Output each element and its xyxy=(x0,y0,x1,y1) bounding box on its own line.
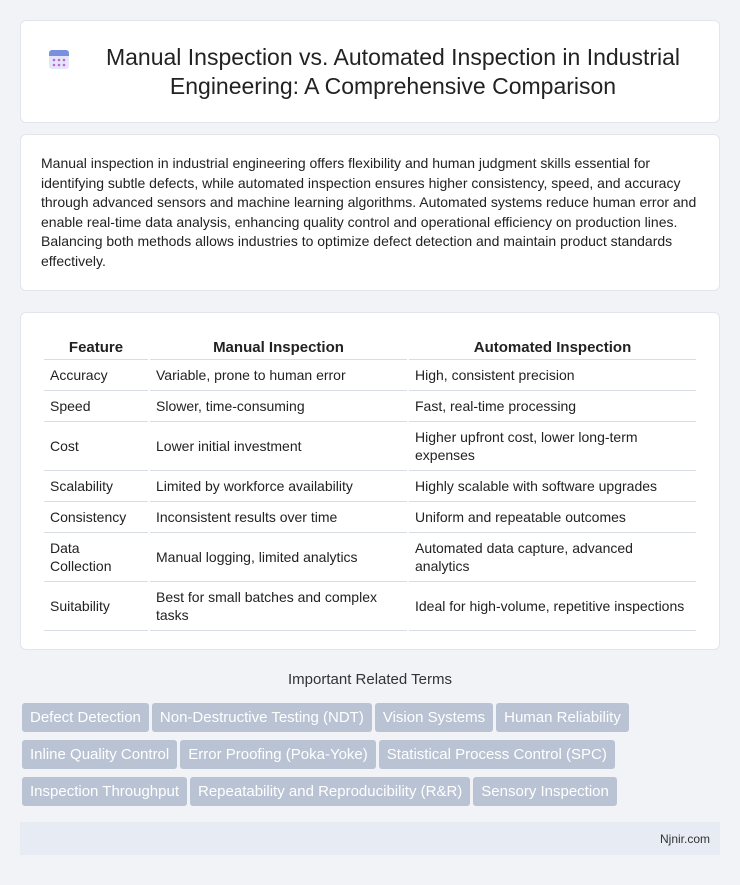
table-row xyxy=(44,391,696,422)
feature-cell: Cost xyxy=(44,422,148,471)
manual-cell: Slower, time-consuming xyxy=(150,391,407,422)
related-term-chip[interactable]: Statistical Process Control (SPC) xyxy=(379,740,615,769)
automated-cell: Uniform and repeatable outcomes xyxy=(409,502,696,533)
page-title: Manual Inspection vs. Automated Inspection in Industrial Engineering: A Comprehensive Comparison xyxy=(105,43,681,99)
table-row xyxy=(44,360,696,391)
calendar-icon xyxy=(47,47,71,71)
header-automated: Automated Inspection xyxy=(409,333,696,360)
comparison-table-card xyxy=(20,312,720,650)
manual-cell: Limited by workforce availability xyxy=(150,471,407,502)
automated-cell: Ideal for high-volume, repetitive inspections xyxy=(409,582,696,631)
header-manual: Manual Inspection xyxy=(150,333,407,360)
table-row xyxy=(44,471,696,502)
related-term-chip[interactable]: Inline Quality Control xyxy=(22,740,177,769)
table-row xyxy=(44,533,696,582)
feature-cell: Consistency xyxy=(44,502,148,533)
title-card xyxy=(20,20,720,123)
feature-cell: Data Collection xyxy=(44,533,148,582)
feature-cell: Speed xyxy=(44,391,148,422)
manual-cell: Lower initial investment xyxy=(150,422,407,471)
related-term-chip[interactable]: Non-Destructive Testing (NDT) xyxy=(152,703,372,732)
automated-cell: High, consistent precision xyxy=(409,360,696,391)
footer xyxy=(20,822,720,855)
feature-cell: Scalability xyxy=(44,471,148,502)
table-header-row xyxy=(44,333,696,360)
footer-site-link[interactable]: Njnir.com xyxy=(659,831,710,846)
intro-paragraph: Manual inspection in industrial engineering offers flexibility and human judgment skills essential for identifying subtle defects, while automated inspection ensures higher consistency, speed, and accuracy through advanced sensors and machine learning algorithms. Automated systems reduce human error and enable real-time data analysis, enhancing quality control and operational efficiency on production lines. Balancing both methods allows industries to optimize defect detection and maintain product standards effectively. xyxy=(41,155,697,269)
automated-cell: Higher upfront cost, lower long-term expenses xyxy=(409,422,696,471)
table-row xyxy=(44,422,696,471)
related-term-chip[interactable]: Vision Systems xyxy=(375,703,493,732)
related-term-chip[interactable]: Repeatability and Reproducibility (R&R) xyxy=(190,777,470,806)
automated-cell: Automated data capture, advanced analytics xyxy=(409,533,696,582)
related-term-chip[interactable]: Sensory Inspection xyxy=(473,777,617,806)
manual-cell: Manual logging, limited analytics xyxy=(150,533,407,582)
table-row xyxy=(44,502,696,533)
automated-cell: Fast, real-time processing xyxy=(409,391,696,422)
related-term-chip[interactable]: Human Reliability xyxy=(496,703,629,732)
intro-card xyxy=(20,134,720,291)
feature-cell: Suitability xyxy=(44,582,148,631)
related-term-chip[interactable]: Inspection Throughput xyxy=(22,777,187,806)
header-feature: Feature xyxy=(44,333,148,360)
automated-cell: Highly scalable with software upgrades xyxy=(409,471,696,502)
manual-cell: Variable, prone to human error xyxy=(150,360,407,391)
related-term-chip[interactable]: Error Proofing (Poka-Yoke) xyxy=(180,740,376,769)
manual-cell: Inconsistent results over time xyxy=(150,502,407,533)
manual-cell: Best for small batches and complex tasks xyxy=(150,582,407,631)
comparison-table xyxy=(42,333,698,631)
feature-cell: Accuracy xyxy=(44,360,148,391)
related-terms-list xyxy=(22,703,722,814)
related-term-chip[interactable]: Defect Detection xyxy=(22,703,149,732)
related-terms-title: Important Related Terms xyxy=(288,671,452,688)
table-row xyxy=(44,582,696,631)
